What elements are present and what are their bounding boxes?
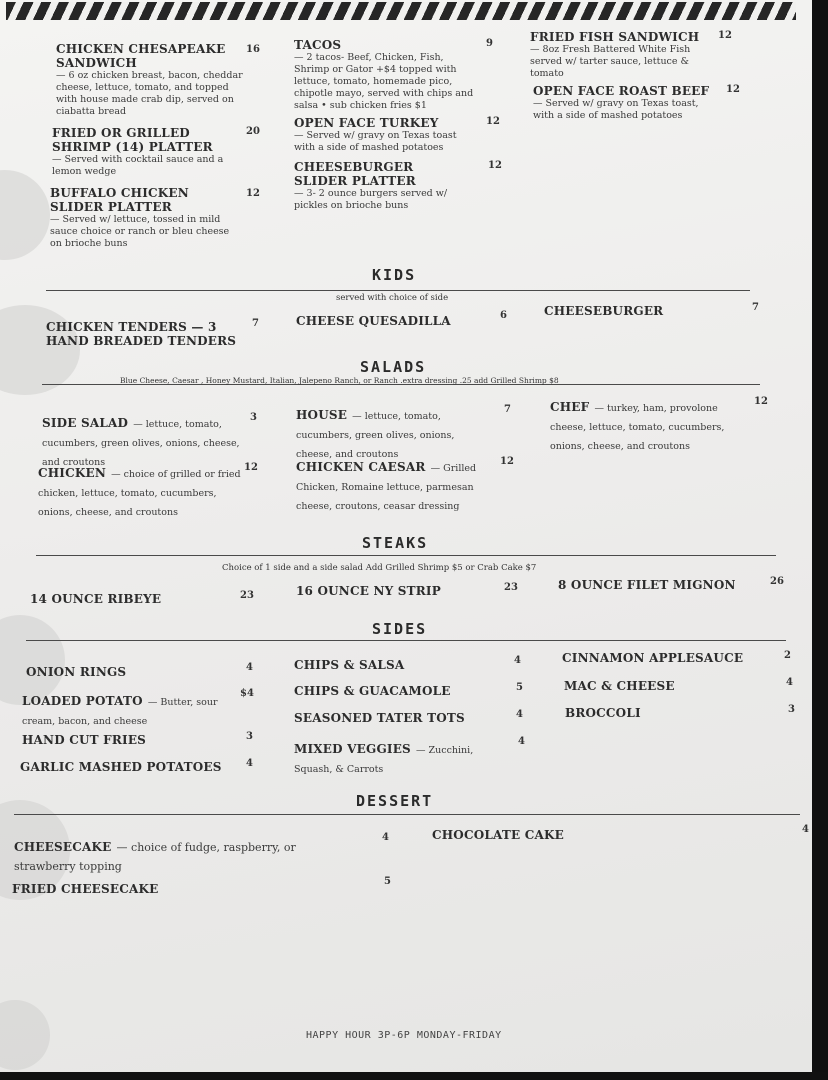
item-price: 3 — [788, 704, 795, 715]
item-price: 6 — [500, 310, 507, 321]
item-name: MIXED VEGGIES — [294, 742, 411, 756]
item-price: 20 — [246, 126, 260, 137]
section-note: served with choice of side — [336, 293, 449, 303]
item-name: OPEN FACE ROAST BEEF — [533, 84, 710, 98]
item-price: 12 — [244, 462, 258, 473]
item-price: 7 — [252, 318, 259, 329]
menu-item — [52, 126, 242, 178]
item-description: — 6 oz chicken breast, bacon, cheddar cheese, lettuce, tomato, and topped with house made crab dip, served on ciabatta bread — [56, 70, 243, 117]
menu-item — [294, 116, 474, 154]
item-name: HOUSE — [296, 408, 348, 422]
item-name: BUFFALO CHICKEN SLIDER PLATTER — [50, 186, 189, 214]
item-name: SIDE SALAD — [42, 416, 129, 430]
item-description: — 8oz Fresh Battered White Fish served w/ tarter sauce, lettuce & tomato — [530, 44, 691, 79]
item-price: 9 — [486, 38, 493, 49]
photo-background-edge — [812, 0, 828, 1080]
item-name: CHOCOLATE CAKE — [432, 828, 564, 842]
item-name: CHICKEN CAESAR — [296, 460, 426, 474]
item-description: — Butter, sour cream, bacon, and cheese — [22, 697, 218, 727]
section-heading-salads: SALADS — [360, 358, 427, 376]
item-price: 2 — [784, 650, 791, 661]
menu-item — [294, 738, 504, 776]
menu-item — [14, 836, 334, 874]
item-name: GARLIC MASHED POTATOES — [20, 760, 222, 774]
item-name: BROCCOLI — [565, 706, 641, 720]
item-price: 4 — [246, 758, 253, 769]
item-price: 23 — [504, 582, 518, 593]
divider — [36, 555, 776, 556]
item-price: 4 — [514, 655, 521, 666]
menu-item — [550, 396, 750, 453]
item-name: FRIED CHEESECAKE — [12, 882, 159, 896]
item-description: — Grilled Chicken, Romaine lettuce, parmesan cheese, croutons, ceasar dressing — [296, 463, 477, 512]
item-name: CHICKEN TENDERS — 3 HAND BREADED TENDERS — [46, 320, 237, 348]
divider — [14, 814, 800, 815]
item-description: — lettuce, tomato, cucumbers, green olives, onions, cheese, and croutons — [42, 419, 240, 468]
divider — [26, 640, 786, 641]
section-heading-dessert: DESSERT — [356, 792, 434, 810]
item-price: 26 — [770, 576, 784, 587]
item-name: LOADED POTATO — [22, 694, 143, 708]
item-name: CHEESECAKE — [14, 840, 112, 854]
striped-border — [6, 2, 796, 20]
item-description: — turkey, ham, provolone cheese, lettuce, tomato, cucumbers, onions, cheese, and croutons — [550, 403, 725, 452]
item-price: 3 — [250, 412, 257, 423]
item-name: HAND CUT FRIES — [22, 733, 147, 747]
item-price: 12 — [718, 30, 732, 41]
decorative-circle — [0, 170, 50, 260]
item-name: 16 OUNCE NY STRIP — [296, 584, 441, 598]
item-price: 3 — [246, 731, 253, 742]
item-price: 5 — [516, 682, 523, 693]
section-heading-kids: KIDS — [372, 266, 417, 284]
item-name: CHIPS & GUACAMOLE — [294, 684, 451, 698]
menu-item — [294, 160, 474, 212]
item-description: — choice of fudge, raspberry, or strawberry topping — [14, 841, 296, 873]
item-name: CHEF — [550, 400, 590, 414]
item-price: 4 — [786, 677, 793, 688]
item-name: OPEN FACE TURKEY — [294, 116, 439, 130]
item-name: CHEESEBURGER — [544, 304, 664, 318]
item-name: CHICKEN CHESAPEAKE SANDWICH — [56, 42, 226, 70]
item-description: — choice of grilled or fried chicken, lettuce, tomato, cucumbers, onions, cheese, and croutons — [38, 469, 241, 518]
item-price: 4 — [518, 736, 525, 747]
menu-item — [38, 462, 243, 519]
item-description: — Served with cocktail sauce and a lemon wedge — [52, 154, 224, 177]
item-price: 12 — [488, 160, 502, 171]
item-price: 7 — [504, 404, 511, 415]
menu-item — [294, 38, 479, 112]
divider — [46, 290, 750, 291]
menu-item — [296, 404, 486, 461]
item-description: — 2 tacos- Beef, Chicken, Fish, Shrimp or Gator +$4 topped with lettuce, tomato, homemade pico, chipotle mayo, served with chips and salsa • sub chicken fries $1 — [294, 52, 474, 111]
item-price: 12 — [246, 188, 260, 199]
item-price: 12 — [486, 116, 500, 127]
item-name: ONION RINGS — [26, 665, 127, 679]
item-price: 7 — [752, 302, 759, 313]
menu-item — [50, 186, 240, 250]
item-description: — Served w/ gravy on Texas toast, with a side of mashed potatoes — [533, 98, 699, 121]
item-name: SEASONED TATER TOTS — [294, 711, 465, 725]
section-heading-steaks: STEAKS — [362, 534, 429, 552]
item-description: — Served w/ lettuce, tossed in mild sauce choice or ranch or bleu cheese on brioche buns — [50, 214, 230, 249]
menu-item — [533, 84, 718, 122]
section-heading-sides: SIDES — [372, 620, 428, 638]
item-name: CHEESEBURGER SLIDER PLATTER — [294, 160, 416, 188]
item-price: 12 — [754, 396, 768, 407]
item-name: FRIED OR GRILLED SHRIMP (14) PLATTER — [52, 126, 213, 154]
item-description: — Served w/ gravy on Texas toast with a side of mashed potatoes — [294, 130, 457, 153]
item-name: TACOS — [294, 38, 342, 52]
item-price: 12 — [500, 456, 514, 467]
menu-item — [56, 42, 246, 118]
item-name: FRIED FISH SANDWICH — [530, 30, 700, 44]
item-price: 16 — [246, 44, 260, 55]
item-price: 4 — [382, 832, 389, 843]
item-description: — lettuce, tomato, cucumbers, green olives, onions, cheese, and croutons — [296, 411, 455, 460]
item-price: 4 — [802, 824, 809, 835]
item-price: 4 — [246, 662, 253, 673]
decorative-circle — [0, 1000, 50, 1070]
item-description: — 3- 2 ounce burgers served w/ pickles on brioche buns — [294, 188, 448, 211]
menu-item — [42, 412, 247, 469]
item-name: CHICKEN — [38, 466, 106, 480]
item-name: CINNAMON APPLESAUCE — [562, 651, 744, 665]
menu-item — [296, 456, 486, 513]
item-price: $4 — [240, 688, 254, 699]
decorative-circle — [0, 305, 80, 395]
item-name: MAC & CHEESE — [564, 679, 675, 693]
item-name: CHEESE QUESADILLA — [296, 314, 451, 328]
item-price: 5 — [384, 876, 391, 887]
section-note: Choice of 1 side and a side salad Add Grilled Shrimp $5 or Crab Cake $7 — [222, 563, 537, 573]
item-price: 4 — [516, 709, 523, 720]
item-name: 14 OUNCE RIBEYE — [30, 592, 162, 606]
item-description: — Zucchini, Squash, & Carrots — [294, 745, 474, 775]
photo-background-edge — [0, 1072, 828, 1080]
item-name: CHIPS & SALSA — [294, 658, 405, 672]
item-price: 23 — [240, 590, 254, 601]
menu-item — [530, 30, 710, 80]
section-note: Blue Cheese, Caesar , Honey Mustard, Italian, Jalepeno Ranch, or Ranch .extra dressing .25 add Grilled Shrimp $8 — [120, 376, 559, 385]
menu-item — [22, 690, 242, 728]
happy-hour-footer: HAPPY HOUR 3P-6P MONDAY-FRIDAY — [306, 1030, 502, 1041]
item-price: 12 — [726, 84, 740, 95]
item-name: 8 OUNCE FILET MIGNON — [558, 578, 736, 592]
